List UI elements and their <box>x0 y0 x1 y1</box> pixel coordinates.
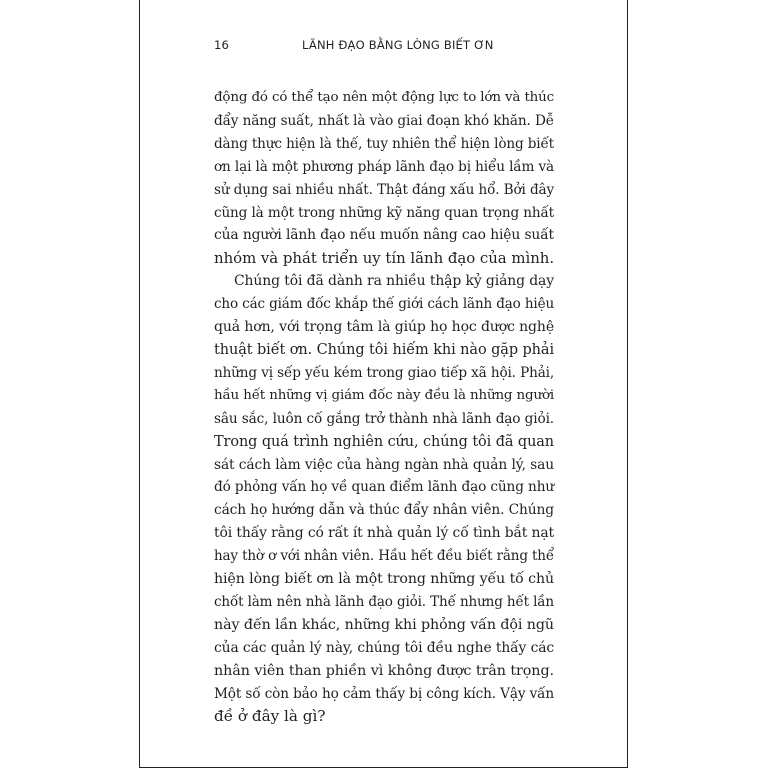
book-page <box>139 0 628 768</box>
text-line: Một số còn bảo họ cảm thấy bị công kích. Vậy vấn <box>214 685 554 702</box>
text-line: nhân viên than phiền vì không được trân trọng. <box>214 662 554 679</box>
book-title: LÃNH ĐẠO BẰNG LÒNG BIẾT ƠN <box>302 38 494 52</box>
text-line: hầu hết những vị giám đốc này đều là những người <box>214 387 554 403</box>
paragraph-1 <box>214 87 554 270</box>
text-line: sử dụng sai nhiều nhất. Thật đáng xấu hổ. Bởi đây <box>214 181 554 198</box>
text-line: động đó có thể tạo nên một động lực to lớn và thúc <box>214 90 554 105</box>
text-line: sát cách làm việc của hàng ngàn nhà quản lý, sau <box>214 456 554 473</box>
text-line: cách họ hướng dẫn và thúc đẩy nhân viên. Chúng <box>214 502 554 519</box>
body-text <box>214 87 554 728</box>
text-line: này đến lần khác, những khi phỏng vấn đội ngũ <box>214 616 555 633</box>
text-line: những vị sếp yếu kém trong giao tiếp xã hội. Phải, <box>214 364 555 381</box>
text-line: Chúng tôi đã dành ra nhiều thập kỷ giảng dạy <box>234 273 554 290</box>
text-line: hiện lòng biết ơn là một trong những yếu tố chủ <box>214 571 554 588</box>
text-line: Trong quá trình nghiên cứu, chúng tôi đã quan <box>214 433 554 450</box>
text-line: hay thờ ơ với nhân viên. Hầu hết đều biết rằng thể <box>214 548 554 565</box>
text-line: chốt làm nên nhà lãnh đạo giỏi. Thế nhưng hết lần <box>214 593 554 610</box>
text-line: sâu sắc, luôn cố gắng trở thành nhà lãnh đạo giỏi. <box>214 410 554 427</box>
page-number: 16 <box>214 38 230 52</box>
text-line: cũng là một trong những kỹ năng quan trọng nhất <box>214 204 554 221</box>
text-line: của người lãnh đạo nếu muốn nâng cao hiệu suất <box>214 227 554 244</box>
text-line: đó phỏng vấn họ về quan điểm lãnh đạo cũng như <box>214 479 554 496</box>
text-line: tôi thấy rằng có rất ít nhà quản lý cố tình bắt nạt <box>214 525 554 542</box>
text-line: quả hơn, với trọng tâm là giúp họ học được nghệ <box>214 319 554 336</box>
text-line: dàng thực hiện là thế, tuy nhiên thể hiện lòng biết <box>214 135 554 152</box>
text-line: thuật biết ơn. Chúng tôi hiếm khi nào gặp phải <box>214 341 554 358</box>
text-line: nhóm và phát triển uy tín lãnh đạo của mình. <box>214 249 555 268</box>
text-line: cho các giám đốc khắp thế giới cách lãnh đạo hiệu <box>214 296 555 313</box>
text-line: đề ở đây là gì? <box>214 707 326 726</box>
text-line: đẩy năng suất, nhất là vào giai đoạn khó khăn. Dễ <box>214 112 554 129</box>
text-line: của các quản lý này, chúng tôi đều nghe thấy các <box>214 639 554 656</box>
paragraph-2 <box>214 270 554 728</box>
running-head <box>214 38 554 56</box>
text-line: ơn lại là một phương pháp lãnh đạo bị hiểu lầm và <box>214 158 554 175</box>
